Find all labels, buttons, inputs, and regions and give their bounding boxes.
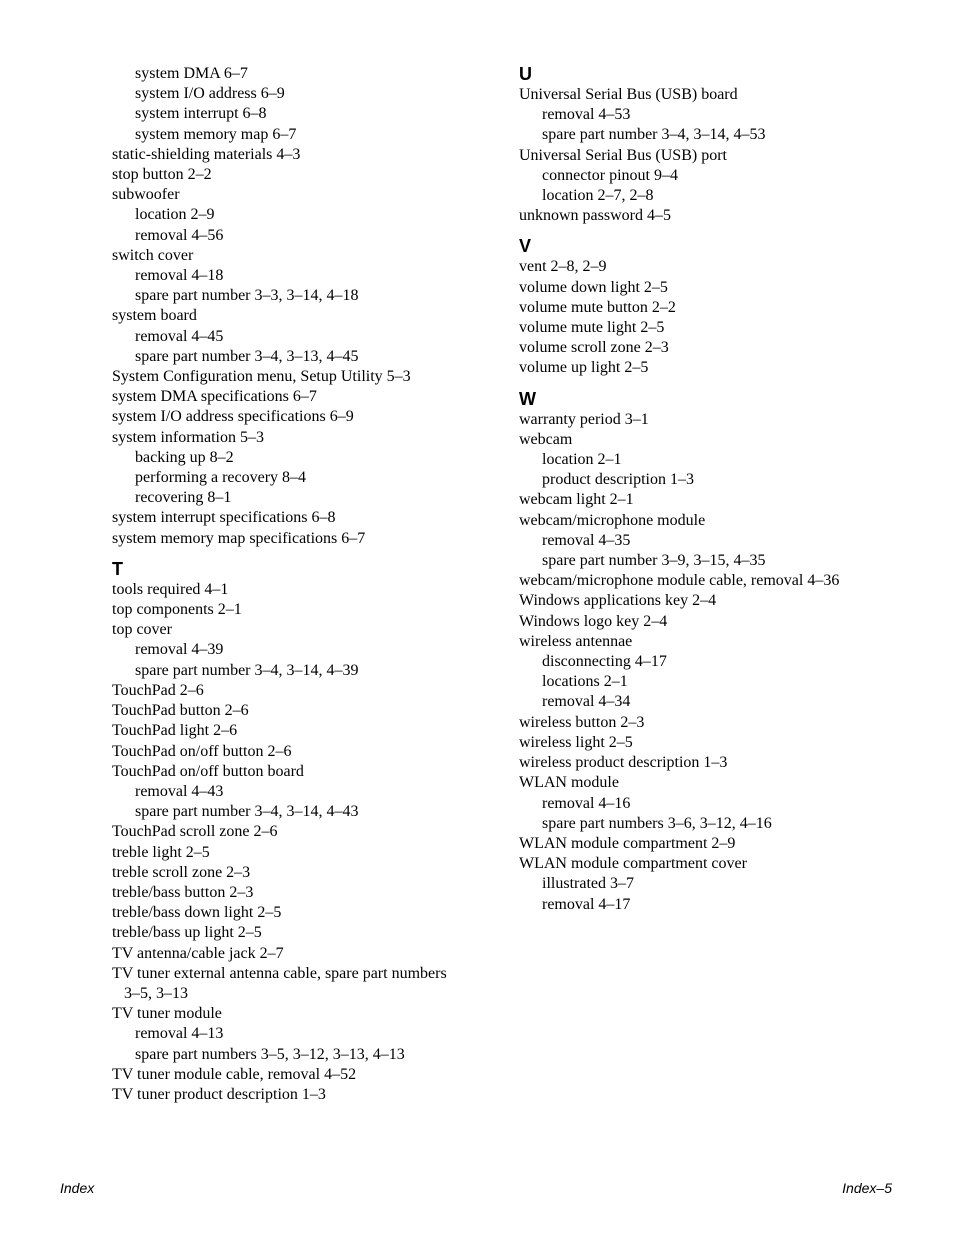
index-entry: vent 2–8, 2–9 (519, 258, 607, 276)
index-subentry: spare part numbers 3–6, 3–12, 4–16 (542, 814, 772, 832)
index-section-s-continued (112, 64, 492, 549)
index-subentry: removal 4–18 (135, 267, 224, 285)
index-subentry: removal 4–34 (542, 693, 631, 711)
index-entry: wireless button 2–3 (519, 713, 645, 731)
index-entry: TouchPad 2–6 (112, 681, 204, 699)
index-subentry: removal 4–45 (135, 327, 224, 345)
index-subentry: removal 4–39 (135, 641, 224, 659)
section-heading-u: U (519, 64, 532, 84)
index-entry: Universal Serial Bus (USB) port (519, 146, 727, 164)
index-subentry: system memory map 6–7 (135, 125, 297, 143)
index-subentry: removal 4–53 (542, 106, 631, 124)
index-entry: system DMA specifications 6–7 (112, 388, 317, 406)
index-entry: TouchPad on/off button board (112, 762, 304, 780)
index-subentry: removal 4–35 (542, 531, 631, 549)
index-entry: wireless product description 1–3 (519, 754, 728, 772)
index-subentry: system interrupt 6–8 (135, 105, 267, 123)
index-entry: system I/O address specifications 6–9 (112, 408, 354, 426)
index-entry: warranty period 3–1 (519, 410, 649, 428)
index-subentry: backing up 8–2 (135, 448, 234, 466)
index-entry: system information 5–3 (112, 428, 264, 446)
index-entry: webcam (519, 430, 573, 448)
index-entry: volume down light 2–5 (519, 278, 668, 296)
index-entry: TouchPad button 2–6 (112, 702, 249, 720)
index-entry: top cover (112, 621, 172, 639)
index-entry: TouchPad scroll zone 2–6 (112, 823, 278, 841)
index-entry: tools required 4–1 (112, 580, 229, 598)
index-subentry: system I/O address 6–9 (135, 85, 285, 103)
index-subentry: removal 4–17 (542, 895, 631, 913)
index-subentry: spare part number 3–4, 3–13, 4–45 (135, 347, 359, 365)
index-section-u (519, 85, 919, 226)
index-entry: TV antenna/cable jack 2–7 (112, 944, 284, 962)
index-entry: wireless light 2–5 (519, 733, 633, 751)
index-entry: top components 2–1 (112, 601, 242, 619)
index-subentry: spare part number 3–3, 3–14, 4–18 (135, 287, 359, 305)
index-entry: treble/bass up light 2–5 (112, 924, 262, 942)
index-entry: WLAN module (519, 774, 619, 792)
index-subentry: product description 1–3 (542, 471, 694, 489)
index-entry: volume mute light 2–5 (519, 319, 665, 337)
index-subentry: location 2–9 (135, 206, 215, 224)
index-subentry: spare part numbers 3–5, 3–12, 3–13, 4–13 (135, 1045, 405, 1063)
index-subentry: recovering 8–1 (135, 489, 232, 507)
index-entry: System Configuration menu, Setup Utility 5–3 (112, 368, 411, 386)
index-entry: static-shielding materials 4–3 (112, 145, 301, 163)
index-subentry: disconnecting 4–17 (542, 653, 667, 671)
index-subentry: removal 4–56 (135, 226, 224, 244)
index-entry: system interrupt specifications 6–8 (112, 509, 336, 527)
index-subentry: spare part number 3–4, 3–14, 4–39 (135, 661, 359, 679)
index-entry: webcam light 2–1 (519, 491, 634, 509)
index-entry: unknown password 4–5 (519, 207, 671, 225)
index-entry: TV tuner module cable, removal 4–52 (112, 1065, 357, 1083)
index-subentry: locations 2–1 (542, 673, 628, 691)
footer-page-number: Index–5 (842, 1180, 892, 1196)
index-entry: stop button 2–2 (112, 166, 212, 184)
index-subentry: location 2–7, 2–8 (542, 187, 654, 205)
index-entry: TV tuner external antenna cable, spare part numbers (112, 964, 447, 982)
index-entry: treble/bass button 2–3 (112, 883, 254, 901)
index-entry: 3–5, 3–13 (124, 984, 188, 1002)
index-subentry: illustrated 3–7 (542, 875, 634, 893)
index-entry: TV tuner product description 1–3 (112, 1085, 326, 1103)
index-subentry: spare part number 3–4, 3–14, 4–43 (135, 803, 359, 821)
index-entry: Windows logo key 2–4 (519, 612, 668, 630)
index-entry: volume mute button 2–2 (519, 298, 676, 316)
index-section-w (519, 410, 919, 915)
index-entry: Windows applications key 2–4 (519, 592, 717, 610)
index-entry: treble scroll zone 2–3 (112, 863, 251, 881)
index-entry: system board (112, 307, 197, 325)
index-entry: volume up light 2–5 (519, 359, 649, 377)
index-entry: wireless antennae (519, 632, 633, 650)
index-section-t (112, 580, 492, 1105)
index-section-v (519, 257, 919, 378)
section-heading-w: W (519, 388, 536, 409)
index-column-left (112, 64, 492, 1105)
index-entry: TouchPad light 2–6 (112, 722, 238, 740)
index-subentry: spare part number 3–4, 3–14, 4–53 (542, 126, 766, 144)
index-subentry: removal 4–43 (135, 782, 224, 800)
index-entry: WLAN module compartment 2–9 (519, 834, 736, 852)
index-subentry: location 2–1 (542, 451, 622, 469)
index-entry: treble/bass down light 2–5 (112, 904, 282, 922)
section-heading-v: V (519, 236, 532, 257)
index-entry: WLAN module compartment cover (519, 855, 747, 873)
index-subentry: removal 4–16 (542, 794, 631, 812)
index-entry: subwoofer (112, 186, 180, 204)
index-entry: Universal Serial Bus (USB) board (519, 86, 738, 103)
index-entry: webcam/microphone module cable, removal 4–36 (519, 572, 840, 590)
index-subentry: system DMA 6–7 (135, 65, 248, 82)
index-subentry: spare part number 3–9, 3–15, 4–35 (542, 552, 766, 570)
index-entry: TouchPad on/off button 2–6 (112, 742, 292, 760)
index-entry: treble light 2–5 (112, 843, 210, 861)
index-subentry: performing a recovery 8–4 (135, 469, 307, 487)
footer-section-label: Index (60, 1180, 95, 1196)
section-heading-t: T (112, 558, 123, 579)
index-entry: system memory map specifications 6–7 (112, 529, 366, 547)
index-subentry: connector pinout 9–4 (542, 166, 678, 184)
index-entry: switch cover (112, 246, 194, 264)
index-entry: volume scroll zone 2–3 (519, 339, 669, 357)
index-column-right (519, 64, 919, 915)
index-subentry: removal 4–13 (135, 1025, 224, 1043)
index-entry: TV tuner module (112, 1005, 222, 1023)
index-entry: webcam/microphone module (519, 511, 706, 529)
